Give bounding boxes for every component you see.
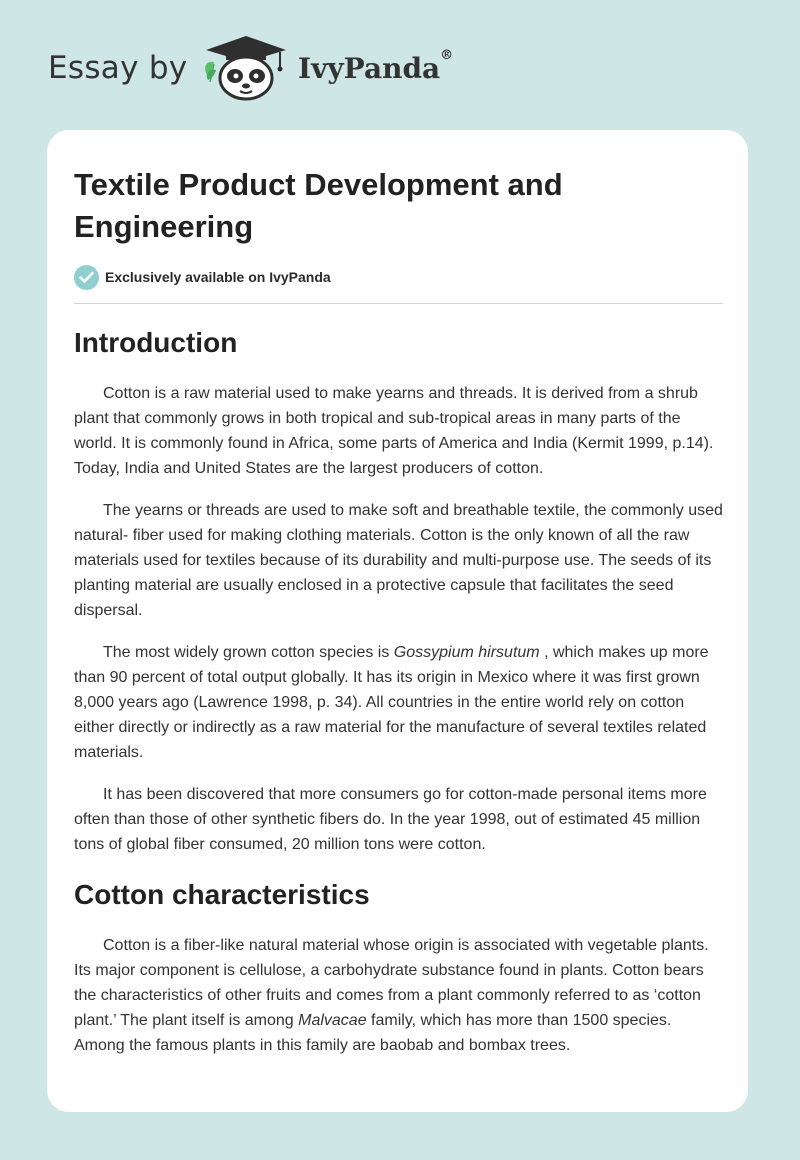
- paragraph: The most widely grown cotton species is Gossypium hirsutum , which makes up more than 90 percent of total output globally. It has its origin in Mexico where it was first grown 8,000 years ago (Lawrence 1998, p. 34). All countries in the entire world rely on cotton either directly or indirectly as a raw material for the manufacture of several textiles related materials.: [74, 644, 709, 761]
- section-heading: Introduction: [74, 327, 238, 358]
- brand-name[interactable]: IvyPanda®: [298, 48, 454, 85]
- essay-card: [47, 130, 748, 1112]
- panda-graduate-icon[interactable]: [200, 34, 292, 102]
- site-header: [48, 34, 508, 104]
- article-body: [74, 324, 723, 1075]
- family-name: Malvacae: [298, 1012, 367, 1029]
- registered-mark: ®: [440, 48, 454, 63]
- paragraph: The yearns or threads are used to make soft and breathable textile, the commonly used natural- fiber used for making clothing materials. Cotton is the only known of all the raw materials used for textiles because of its durability and multi-purpose use. The seeds of its planting material are usually enclosed in a protective capsule that facilitates the seed dispersal.: [74, 502, 723, 619]
- paragraph: Cotton is a fiber-like natural material whose origin is associated with vegetable plants. Its major component is cellulose, a carbohydrate substance found in plants. Cotton bears the characteristics of other fruits and comes from a plant commonly referred to as ‘cotton plant.’ The plant itself is among Malvacae family, which has more than 1500 species. Among the famous plants in this family are baobab and bombax trees.: [74, 937, 709, 1054]
- section-heading: Cotton characteristics: [74, 879, 370, 910]
- divider: [74, 303, 723, 304]
- species-name: Gossypium hirsutum: [393, 644, 540, 661]
- check-icon: [74, 265, 99, 290]
- badge-text: Exclusively available on IvyPanda: [105, 269, 331, 285]
- paragraph: It has been discovered that more consumers go for cotton-made personal items more often than those of other synthetic fibers do. In the year 1998, out of estimated 45 million tons of global fiber consumed, 20 million tons were cotton.: [74, 786, 707, 853]
- exclusive-badge: [74, 264, 331, 290]
- page-title: Textile Product Development and Engineering: [74, 167, 563, 244]
- brand-prefix: Essay by: [48, 50, 188, 86]
- paragraph: Cotton is a raw material used to make yearns and threads. It is derived from a shrub plant that commonly grows in both tropical and sub-tropical areas in many parts of the world. It is commonly found in Africa, some parts of America and India (Kermit 1999, p.14). Today, India and United States are the largest producers of cotton.: [74, 385, 714, 477]
